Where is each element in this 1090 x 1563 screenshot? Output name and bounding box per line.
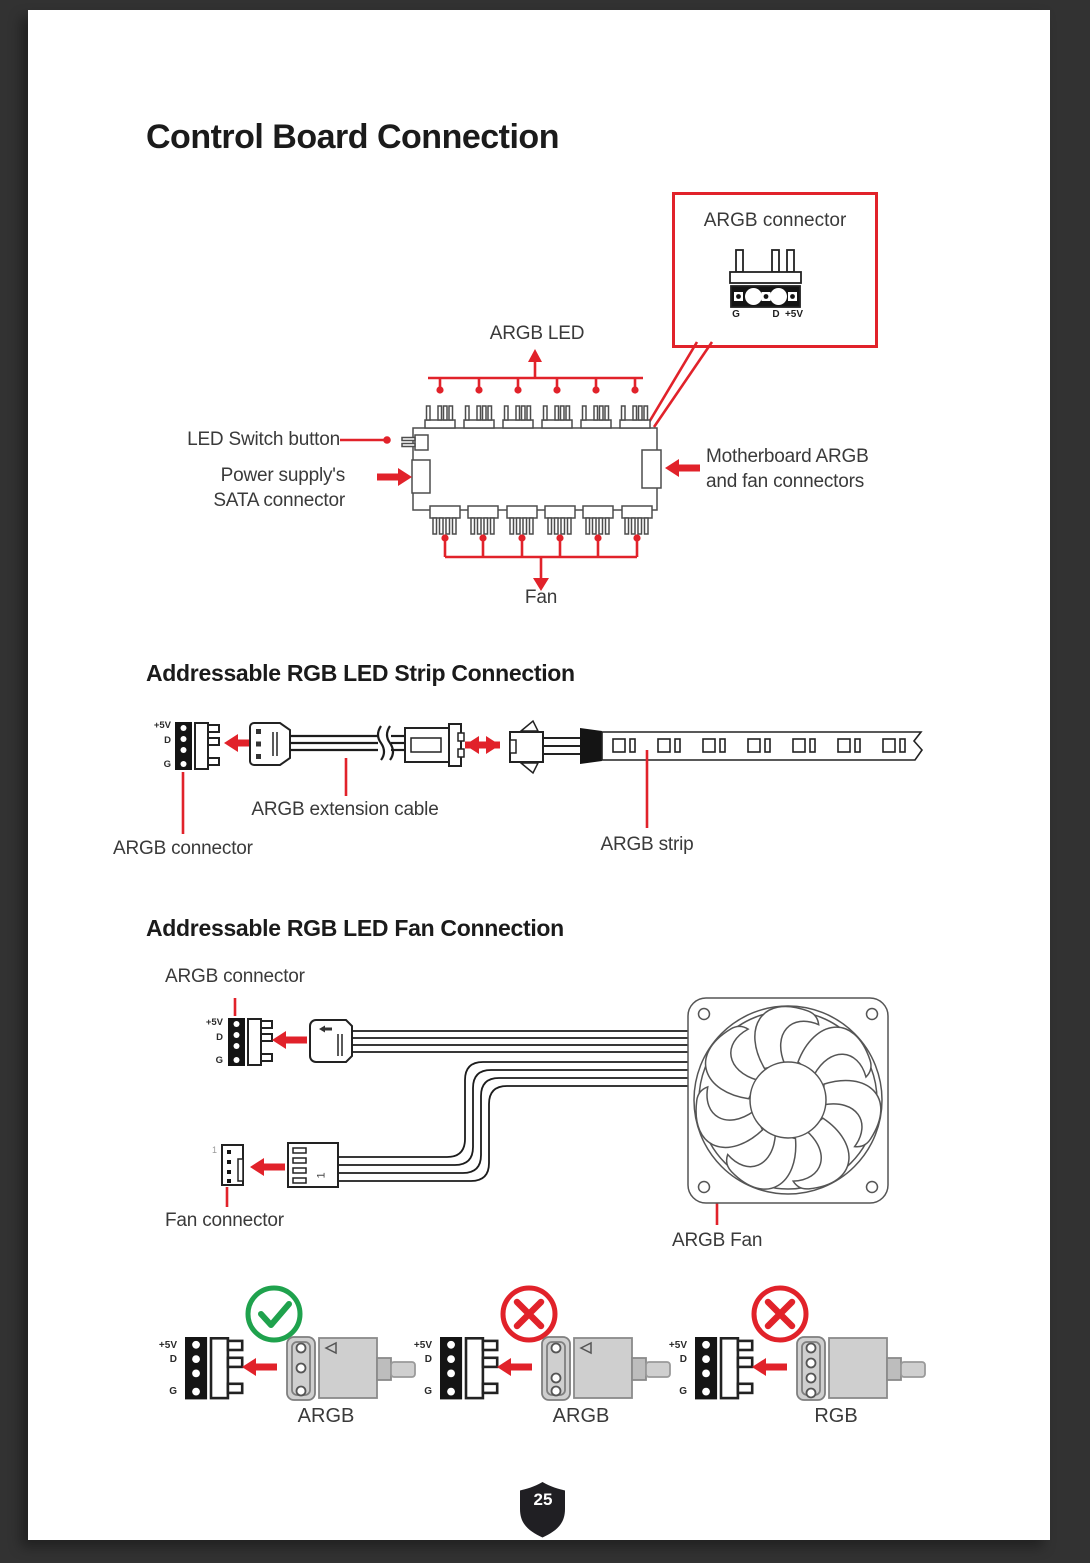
compat3-pin-d: D	[679, 1354, 687, 1365]
callout-pointer-lines	[645, 342, 712, 429]
callout-pin-g: G	[732, 309, 740, 320]
compat-item-rgb	[695, 1288, 925, 1400]
extension-cable-label: ARGB extension cable	[251, 799, 439, 820]
extension-cable-male-connector	[405, 724, 464, 766]
compat2-pin-g: G	[424, 1386, 432, 1397]
led-switch-pointer	[340, 436, 391, 444]
strip-section-heading: Addressable RGB LED Strip Connection	[146, 660, 575, 686]
callout-pin-v: +5V	[784, 309, 804, 320]
compat2-pin-d: D	[424, 1354, 432, 1365]
page-number-text: 25	[533, 1490, 553, 1509]
led-switch-label: LED Switch button	[187, 429, 340, 450]
argb-connector-callout	[672, 192, 878, 348]
fan-header	[222, 1145, 243, 1185]
cross-icon	[754, 1288, 806, 1340]
fan-section-heading: Addressable RGB LED Fan Connection	[146, 915, 564, 941]
fan-pin-g: G	[215, 1055, 223, 1066]
psu-label-line1: Power supply's	[220, 465, 345, 486]
mobo-arrow	[665, 459, 700, 477]
compat3-pin-g: G	[679, 1386, 687, 1397]
compat3-pin-v: +5V	[668, 1340, 687, 1351]
fan-pin-d: D	[216, 1032, 223, 1043]
sata-connector-graphic	[412, 460, 430, 493]
fan-cable-bottom	[338, 1062, 689, 1181]
argb-led-label: ARGB LED	[489, 323, 585, 344]
fan-label: Fan	[524, 587, 558, 608]
extension-cable-wires	[290, 724, 405, 762]
fan-argb-arrow	[272, 1031, 307, 1049]
fan-header-pin1-marker: 1	[212, 1145, 217, 1155]
fan-argb-plug	[310, 1020, 352, 1062]
compat2-pin-v: +5V	[413, 1340, 432, 1351]
compat3-label: RGB	[814, 1405, 858, 1427]
control-board	[402, 406, 661, 534]
led-switch-button-graphic	[402, 435, 428, 450]
argb-strip-graphic	[580, 728, 922, 764]
argb-fan-label: ARGB Fan	[672, 1230, 763, 1251]
compat-item-argb-ok	[185, 1288, 415, 1400]
sata-arrow	[377, 468, 412, 486]
cross-icon	[503, 1288, 555, 1340]
strip-argb-connector-label: ARGB connector	[113, 838, 253, 859]
compat1-label: ARGB	[297, 1405, 355, 1427]
compat1-pin-g: G	[169, 1386, 177, 1397]
strip-double-arrow	[465, 736, 500, 754]
fan-pointer-lines	[227, 1187, 717, 1225]
fan-plug-pin1-marker: 1	[315, 1172, 328, 1179]
page-number	[520, 1490, 566, 1510]
extension-cable-plug	[250, 723, 290, 765]
compat-item-argb-reversed	[440, 1288, 670, 1400]
fan-connector-label: Fan connector	[165, 1210, 284, 1231]
compat1-pin-v: +5V	[158, 1340, 177, 1351]
argb-fan-graphic	[682, 990, 897, 1203]
callout-pin-d: D	[772, 309, 780, 320]
fan-hub	[750, 1062, 826, 1138]
plug-pin-markings	[256, 729, 261, 759]
psu-label-line2: SATA connector	[213, 490, 345, 511]
fan-4pin-plug	[288, 1143, 338, 1187]
strip-pin-g: G	[163, 759, 171, 770]
fan-header-arrow	[250, 1158, 285, 1176]
manual-page	[28, 10, 1050, 1540]
fan-cable-top	[352, 1031, 689, 1052]
mobo-connector-graphic	[642, 450, 661, 488]
fan-pin-v: +5V	[205, 1017, 223, 1028]
board-top-connectors	[425, 406, 650, 428]
diagram-art	[28, 10, 1050, 1541]
mobo-label-line1: Motherboard ARGB	[706, 446, 869, 467]
argb-led-bracket	[428, 349, 643, 394]
rgb-plug	[797, 1337, 925, 1400]
fan-argb-connector-label: ARGB connector	[165, 966, 305, 987]
strip-argb-connector	[175, 722, 219, 770]
compat1-pin-d: D	[169, 1354, 177, 1365]
fan-argb-connector	[228, 1018, 272, 1066]
fan-bracket	[441, 534, 640, 591]
callout-label: ARGB connector	[703, 210, 847, 231]
check-icon	[248, 1288, 300, 1340]
strip-female-connector	[510, 721, 580, 773]
argb-strip-label: ARGB strip	[600, 834, 694, 855]
compat2-label: ARGB	[552, 1405, 610, 1427]
strip-pin-v: +5V	[153, 720, 171, 731]
page-title: Control Board Connection	[146, 118, 559, 156]
mobo-label-line2: and fan connectors	[706, 471, 865, 492]
strip-pin-d: D	[164, 735, 171, 746]
